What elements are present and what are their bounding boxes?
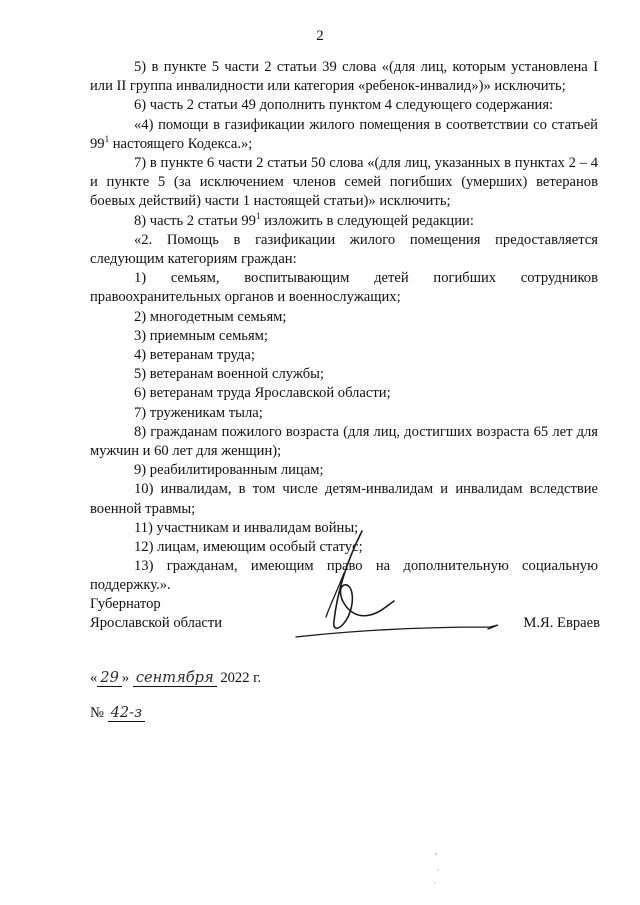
paragraph: «4) помощи в газификации жилого помещения в соответствии со статьей $99^1$ настоящего Кодекса.»; <box>90 116 598 152</box>
scan-specks <box>430 850 450 890</box>
paragraph: «2. Помощь в газификации жилого помещения предоставляется следующим категориям граждан: <box>90 231 598 268</box>
list-item: 8) гражданам пожилого возраста (для лиц, достигших возраста 65 лет для мужчин и 60 лет для женщин); <box>90 423 598 460</box>
list-item: 5) ветеранам военной службы; <box>134 366 325 383</box>
superscript: 1 <box>255 210 261 221</box>
list-item: 4) ветеранам труда; <box>134 347 255 364</box>
list-item: 10) инвалидам, в том числе детям-инвалидам и инвалидам вследствие военной травмы; <box>90 481 598 517</box>
handwritten-month: сентября <box>133 669 217 687</box>
paragraph: 6) часть 2 статьи 49 дополнить пунктом 4 следующего содержания: <box>134 97 554 114</box>
document-body <box>90 58 598 596</box>
document-number: № 42-з <box>90 703 145 723</box>
list-item: 7) труженикам тыла; <box>134 404 263 421</box>
handwritten-day: 29 <box>97 669 122 687</box>
handwritten-number: 42-з <box>108 704 145 722</box>
list-item: 6) ветеранам труда Ярославской области; <box>134 385 391 402</box>
paragraph: 7) в пункте 6 части 2 статьи 50 слова «(для лиц, указанных в пунктах 2 – 4 и пункте 5 (за исключением членов семей погибших (умерших) ветеранов боевых действий) части 1 настоящей статьи)» исключить; <box>90 155 598 210</box>
signature-block <box>90 595 600 645</box>
paragraph: 8) часть 2 статьи $99^1$ изложить в следующей редакции: <box>134 210 474 229</box>
date-line: « 29 » сентября 2022 г. <box>90 669 262 686</box>
signatory-name: М.Я. Евраев <box>523 615 600 631</box>
list-item: 12) лицам, имеющим особый статус; <box>134 539 363 556</box>
list-item: 13) гражданам, имеющим право на дополнительную социальную поддержку.». <box>90 558 598 594</box>
superscript: 1 <box>104 133 110 144</box>
list-item: 1) семьям, воспитывающим детей погибших сотрудников правоохранительных органов и военнослужащих; <box>90 270 598 306</box>
date-year: 2022 г. <box>220 670 262 686</box>
page-number: 2 <box>316 28 324 44</box>
signatory-title: Губернатор Ярославской области <box>90 596 223 632</box>
list-item: 11) участникам и инвалидам войны; <box>134 519 359 536</box>
list-item: 2) многодетным семьям; <box>134 308 287 325</box>
list-item: 9) реабилитированным лицам; <box>134 462 324 479</box>
list-item: 3) приемным семьям; <box>134 327 268 344</box>
paragraph: 5) в пункте 5 части 2 статьи 39 слова «(для лиц, которым установлена I или II группа инвалидности или категория «ребенок-инвалид»)» исключить; <box>90 59 598 95</box>
